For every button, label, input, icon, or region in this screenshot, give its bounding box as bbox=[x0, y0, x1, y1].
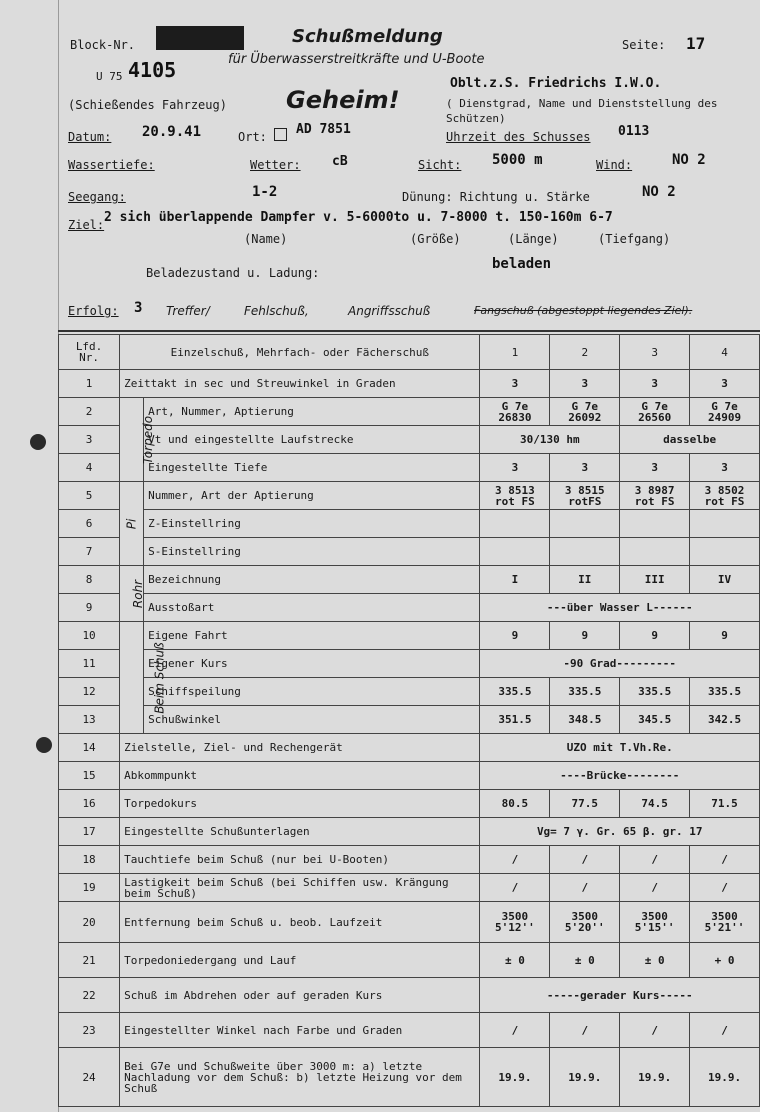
secret-stamp: Geheim! bbox=[286, 86, 400, 114]
cell-value: III bbox=[620, 566, 690, 594]
row-nr: 5 bbox=[59, 482, 120, 510]
cell-value: / bbox=[620, 874, 690, 902]
cell-value: / bbox=[690, 1013, 760, 1048]
cell-value: 3 bbox=[550, 370, 620, 398]
cell-value: G 7e 26092 bbox=[550, 398, 620, 426]
cell-value: 335.5 bbox=[550, 678, 620, 706]
table-row bbox=[59, 790, 760, 818]
target-caption-name: (Name) bbox=[244, 232, 288, 246]
cell-value: 19.9. bbox=[550, 1048, 620, 1107]
cell-value: 342.5 bbox=[690, 706, 760, 734]
cell-value bbox=[620, 510, 690, 538]
form-title: Schußmeldung bbox=[292, 26, 443, 47]
punch-hole bbox=[30, 434, 46, 450]
cell-value: 3 bbox=[480, 454, 550, 482]
place-checkbox bbox=[274, 128, 287, 141]
cell-span: 30/130 hm bbox=[480, 426, 620, 454]
cell-value: G 7e 26560 bbox=[620, 398, 690, 426]
cell-value: 9 bbox=[480, 622, 550, 650]
cell-value: 71.5 bbox=[690, 790, 760, 818]
redaction-bar bbox=[156, 26, 244, 50]
row-label: Abkommpunkt bbox=[120, 762, 480, 790]
cell-value: 77.5 bbox=[550, 790, 620, 818]
depth-label: Wassertiefe: bbox=[68, 158, 155, 172]
swell-value: NO 2 bbox=[642, 184, 676, 200]
cell-value: 19.9. bbox=[480, 1048, 550, 1107]
cell-value: 3 8513 rot FS bbox=[480, 482, 550, 510]
cell-value: ± 0 bbox=[480, 943, 550, 978]
table-row bbox=[59, 902, 760, 943]
cell-value: / bbox=[480, 846, 550, 874]
row-nr: 2 bbox=[59, 398, 120, 426]
row-label: S-Einstellring bbox=[144, 538, 480, 566]
header-shot-4: 4 bbox=[690, 335, 760, 370]
table-row bbox=[59, 398, 760, 426]
header-separator bbox=[58, 330, 760, 332]
cell-span: UZO mit T.Vh.Re. bbox=[480, 734, 760, 762]
table-row bbox=[59, 1013, 760, 1048]
row-nr: 1 bbox=[59, 370, 120, 398]
row-label: Schuß im Abdrehen oder auf geraden Kurs bbox=[120, 978, 480, 1013]
cell-value: / bbox=[690, 846, 760, 874]
row-label: Eingestellte Schußunterlagen bbox=[120, 818, 480, 846]
cell-value: 3500 5'15'' bbox=[620, 902, 690, 943]
time-label: Uhrzeit des Schusses bbox=[446, 130, 591, 144]
cell-value: / bbox=[690, 874, 760, 902]
success-struck-label: Fangschuß (abgestoppt liegendes Ziel). bbox=[474, 304, 693, 317]
table-row bbox=[59, 734, 760, 762]
sea-label: Seegang: bbox=[68, 190, 126, 204]
punch-hole bbox=[36, 737, 52, 753]
cell-value: 19.9. bbox=[620, 1048, 690, 1107]
swell-label: Dünung: Richtung u. Stärke bbox=[402, 190, 590, 204]
cell-value: 345.5 bbox=[620, 706, 690, 734]
shooting-vessel-label: (Schießendes Fahrzeug) bbox=[68, 98, 227, 112]
cell-value: G 7e 24909 bbox=[690, 398, 760, 426]
cell-value: I bbox=[480, 566, 550, 594]
cell-value: / bbox=[620, 1013, 690, 1048]
table-row bbox=[59, 762, 760, 790]
header-shot-2: 2 bbox=[550, 335, 620, 370]
row-nr: 20 bbox=[59, 902, 120, 943]
table-row bbox=[59, 846, 760, 874]
cell-value: 3 8987 rot FS bbox=[620, 482, 690, 510]
cell-value: 3 bbox=[550, 454, 620, 482]
table-row bbox=[59, 1048, 760, 1107]
cell-value: ± 0 bbox=[620, 943, 690, 978]
cell-value: + 0 bbox=[690, 943, 760, 978]
cell-value: 3 8515 rotFS bbox=[550, 482, 620, 510]
target-caption-size: (Größe) bbox=[410, 232, 461, 246]
row-nr: 19 bbox=[59, 874, 120, 902]
row-label: Z-Einstellring bbox=[144, 510, 480, 538]
loading-value: beladen bbox=[492, 256, 552, 272]
cell-value: 3 bbox=[620, 454, 690, 482]
success-hit-label: Treffer/ bbox=[166, 304, 210, 318]
cell-value: 3 bbox=[620, 370, 690, 398]
target-value: 2 sich überlappende Dampfer v. 5-6000to u. 7-8000 t. 150-160m 6-7 bbox=[104, 210, 613, 225]
table-row bbox=[59, 818, 760, 846]
success-hits: 3 bbox=[134, 300, 143, 316]
row-nr: 15 bbox=[59, 762, 120, 790]
table-row bbox=[59, 510, 760, 538]
row-label: Eingestellter Winkel nach Farbe und Graden bbox=[120, 1013, 480, 1048]
cell-value bbox=[690, 510, 760, 538]
cell-value bbox=[690, 538, 760, 566]
row-nr: 12 bbox=[59, 678, 120, 706]
row-label: Torpedoniedergang und Lauf bbox=[120, 943, 480, 978]
row-label: Eingestellte Tiefe bbox=[144, 454, 480, 482]
table-row bbox=[59, 594, 760, 622]
cell-value: 335.5 bbox=[620, 678, 690, 706]
cell-value: 3500 5'21'' bbox=[690, 902, 760, 943]
time-value: 0113 bbox=[618, 124, 650, 139]
group-pi bbox=[120, 482, 144, 566]
row-nr: 18 bbox=[59, 846, 120, 874]
row-label: Bei G7e und Schußweite über 3000 m: a) letzte Nachladung vor dem Schuß: b) letzte Heizung vor dem Schuß bbox=[120, 1048, 480, 1107]
group-label: Torpedo bbox=[141, 415, 156, 464]
cell-value: II bbox=[550, 566, 620, 594]
cell-value: 351.5 bbox=[480, 706, 550, 734]
header-shot-1: 1 bbox=[480, 335, 550, 370]
cell-value: / bbox=[550, 846, 620, 874]
block-number: 4105 bbox=[128, 58, 177, 82]
row-nr: 4 bbox=[59, 454, 120, 482]
row-label: Ausstoßart bbox=[144, 594, 480, 622]
table-row bbox=[59, 874, 760, 902]
group-label: Pi bbox=[124, 518, 139, 529]
cell-value: 19.9. bbox=[690, 1048, 760, 1107]
cell-value: 3 bbox=[690, 454, 760, 482]
weather-value: cB bbox=[332, 154, 348, 169]
visibility-label: Sicht: bbox=[418, 158, 462, 172]
row-nr: 14 bbox=[59, 734, 120, 762]
table-row bbox=[59, 426, 760, 454]
table-row bbox=[59, 370, 760, 398]
table-row bbox=[59, 943, 760, 978]
row-label: Nummer, Art der Aptierung bbox=[144, 482, 480, 510]
cell-value: 335.5 bbox=[690, 678, 760, 706]
cell-value: 3500 5'12'' bbox=[480, 902, 550, 943]
target-caption-length: (Länge) bbox=[508, 232, 559, 246]
row-nr: 23 bbox=[59, 1013, 120, 1048]
cell-value: 348.5 bbox=[550, 706, 620, 734]
target-label: Ziel: bbox=[68, 218, 105, 232]
visibility-value: 5000 m bbox=[492, 152, 543, 168]
row-nr: 17 bbox=[59, 818, 120, 846]
success-label: Erfolg: bbox=[68, 304, 119, 318]
cell-value: 335.5 bbox=[480, 678, 550, 706]
block-label: Block-Nr. bbox=[70, 38, 136, 52]
cell-value bbox=[550, 510, 620, 538]
row-label: Lastigkeit beim Schuß (bei Schiffen usw. Krängung beim Schuß) bbox=[120, 874, 480, 902]
row-label: Zeittakt in sec und Streuwinkel in Graden bbox=[120, 370, 480, 398]
row-label: Eigene Fahrt bbox=[144, 622, 480, 650]
group-label: Beim Schuß bbox=[152, 641, 167, 714]
form-subtitle: für Überwasserstreitkräfte und U-Boote bbox=[228, 52, 485, 67]
row-nr: 11 bbox=[59, 650, 120, 678]
table-row bbox=[59, 566, 760, 594]
success-miss-label: Fehlschuß, bbox=[244, 304, 309, 318]
cell-value: 74.5 bbox=[620, 790, 690, 818]
cell-value: G 7e 26830 bbox=[480, 398, 550, 426]
row-nr: 16 bbox=[59, 790, 120, 818]
cell-span: -----gerader Kurs----- bbox=[480, 978, 760, 1013]
cell-value: / bbox=[480, 874, 550, 902]
wind-value: NO 2 bbox=[672, 152, 706, 168]
cell-value: 9 bbox=[620, 622, 690, 650]
row-label: Eigener Kurs bbox=[144, 650, 480, 678]
row-label: Schiffspeilung bbox=[144, 678, 480, 706]
cell-value bbox=[620, 538, 690, 566]
cell-value: / bbox=[550, 1013, 620, 1048]
cell-value: 3500 5'20'' bbox=[550, 902, 620, 943]
shot-report-table bbox=[58, 334, 760, 1107]
cell-value: 3 bbox=[480, 370, 550, 398]
group-torpedo bbox=[120, 398, 156, 482]
table-row bbox=[59, 978, 760, 1013]
page-label: Seite: bbox=[622, 38, 666, 52]
cell-value bbox=[550, 538, 620, 566]
row-label: Entfernung beim Schuß u. beob. Laufzeit bbox=[120, 902, 480, 943]
row-label: Art, Nummer, Aptierung bbox=[144, 398, 480, 426]
weather-label: Wetter: bbox=[250, 158, 301, 172]
place-label: Ort: bbox=[238, 130, 267, 144]
cell-value: / bbox=[620, 846, 690, 874]
table-row bbox=[59, 482, 760, 510]
date-label: Datum: bbox=[68, 130, 112, 144]
cell-value: IV bbox=[690, 566, 760, 594]
header-shot-3: 3 bbox=[620, 335, 690, 370]
cell-value bbox=[480, 538, 550, 566]
row-nr: 21 bbox=[59, 943, 120, 978]
row-nr: 6 bbox=[59, 510, 120, 538]
table-row bbox=[59, 454, 760, 482]
loading-label: Beladezustand u. Ladung: bbox=[146, 266, 320, 280]
cell-span: ----Brücke-------- bbox=[480, 762, 760, 790]
header-lfd-nr: Lfd. Nr. bbox=[59, 335, 120, 370]
page-number: 17 bbox=[686, 34, 706, 53]
date-value: 20.9.41 bbox=[142, 124, 202, 140]
cell-value bbox=[480, 510, 550, 538]
group-label: Rohr bbox=[131, 579, 146, 608]
row-nr: 9 bbox=[59, 594, 120, 622]
cell-value: 80.5 bbox=[480, 790, 550, 818]
row-label: Torpedokurs bbox=[120, 790, 480, 818]
header-description: Einzelschuß, Mehrfach- oder Fächerschuß bbox=[120, 335, 480, 370]
cell-value: 3 bbox=[690, 370, 760, 398]
table-row bbox=[59, 538, 760, 566]
row-nr: 22 bbox=[59, 978, 120, 1013]
group-beim-schuss bbox=[120, 622, 167, 734]
success-attack-label: Angriffsschuß bbox=[348, 304, 431, 318]
row-label: Zielstelle, Ziel- und Rechengerät bbox=[120, 734, 480, 762]
row-nr: 7 bbox=[59, 538, 120, 566]
row-nr: 8 bbox=[59, 566, 120, 594]
cell-span: Vg= 7 γ. Gr. 65 β. gr. 17 bbox=[480, 818, 760, 846]
cell-value: / bbox=[550, 874, 620, 902]
block-prefix: U 75 bbox=[96, 70, 123, 83]
row-label: Vt und eingestellte Laufstrecke bbox=[144, 426, 480, 454]
sea-value: 1-2 bbox=[252, 184, 278, 200]
target-caption-draft: (Tiefgang) bbox=[598, 232, 671, 246]
row-label: Schußwinkel bbox=[144, 706, 480, 734]
cell-span: ---über Wasser L------ bbox=[480, 594, 760, 622]
cell-value: ± 0 bbox=[550, 943, 620, 978]
row-label: Bezeichnung bbox=[144, 566, 480, 594]
row-nr: 10 bbox=[59, 622, 120, 650]
cell-value: 3 8502 rot FS bbox=[690, 482, 760, 510]
table-row bbox=[59, 622, 760, 650]
shooter-value: Oblt.z.S. Friedrichs I.W.O. bbox=[450, 76, 662, 91]
cell-span: -90 Grad--------- bbox=[480, 650, 760, 678]
row-label: Tauchtiefe beim Schuß (nur bei U-Booten) bbox=[120, 846, 480, 874]
cell-value: 9 bbox=[550, 622, 620, 650]
wind-label: Wind: bbox=[596, 158, 633, 172]
cell-value: / bbox=[480, 1013, 550, 1048]
row-nr: 24 bbox=[59, 1048, 120, 1107]
shooter-caption: ( Dienstgrad, Name und Dienststellung des Schützen) bbox=[446, 97, 718, 125]
cell-span: dasselbe bbox=[620, 426, 760, 454]
cell-value: 9 bbox=[690, 622, 760, 650]
row-nr: 3 bbox=[59, 426, 120, 454]
row-nr: 13 bbox=[59, 706, 120, 734]
place-value: AD 7851 bbox=[296, 122, 351, 137]
group-rohr bbox=[120, 566, 144, 622]
